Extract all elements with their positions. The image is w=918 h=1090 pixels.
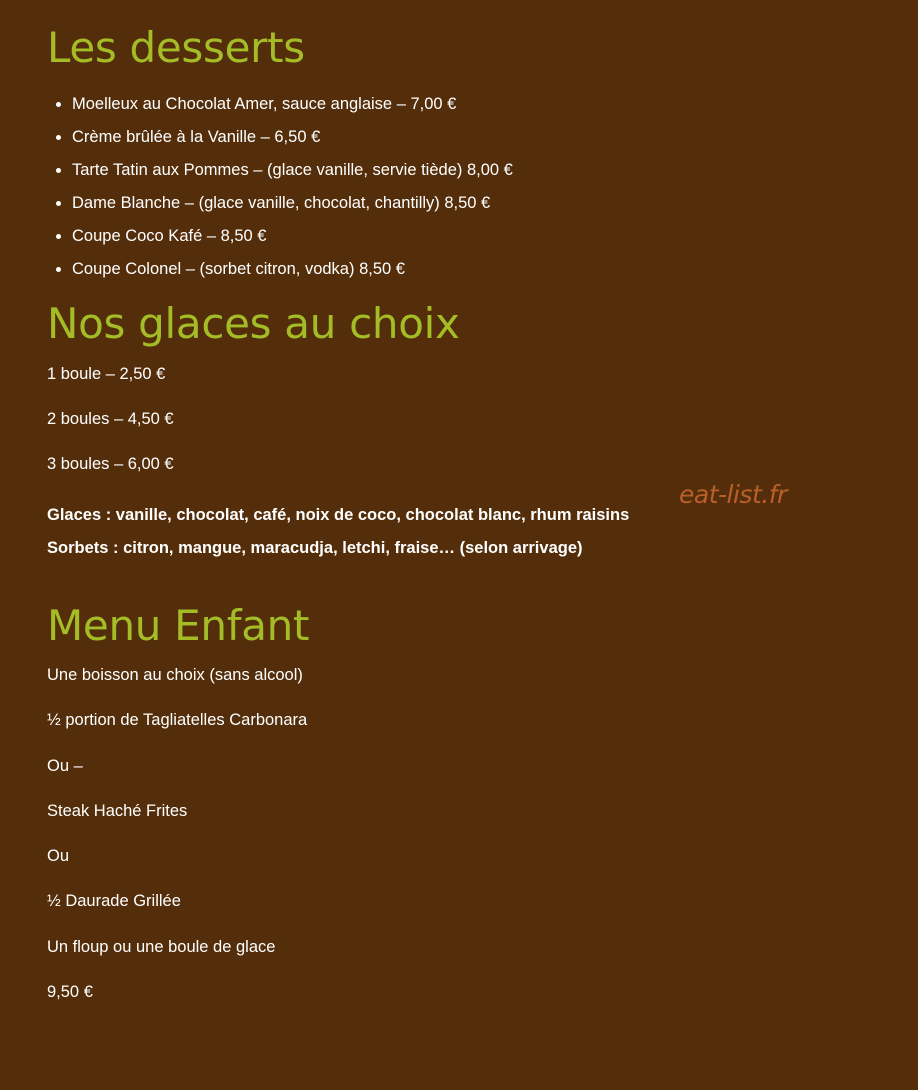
kids-menu-line: ½ portion de Tagliatelles Carbonara xyxy=(47,711,308,730)
dessert-item: • Coupe Colonel – (sorbet citron, vodka) 8,50 € xyxy=(72,253,907,286)
kids-menu-price: 9,50 € xyxy=(47,983,93,1002)
dessert-item: • Coupe Coco Kafé – 8,50 € xyxy=(72,220,907,253)
dessert-item: • Dame Blanche – (glace vanille, chocolat, chantilly) 8,50 € xyxy=(72,187,907,220)
kids-menu-lines xyxy=(47,665,907,1002)
section-title-desserts: Les desserts xyxy=(47,23,305,72)
watermark: eat-list.fr xyxy=(679,480,787,509)
section-title-menu-enfant: Menu Enfant xyxy=(47,601,310,650)
kids-menu-line: Une boisson au choix (sans alcool) xyxy=(47,666,303,684)
dessert-item: • Tarte Tatin aux Pommes – (glace vanille, servie tiède) 8,00 € xyxy=(72,154,907,187)
kids-menu-line: Ou – xyxy=(47,756,83,775)
ice-cream-prices xyxy=(47,364,907,474)
ice-cream-price: 3 boules – 6,00 € xyxy=(47,455,174,473)
kids-menu-line: Ou xyxy=(47,847,70,866)
ice-cream-price: 1 boule – 2,50 € xyxy=(47,365,166,383)
ice-cream-flavors: Glaces : vanille, chocolat, café, noix de coco, chocolat blanc, rhum raisins xyxy=(47,506,630,524)
sorbet-flavors: Sorbets : citron, mangue, maracudja, letchi, fraise… (selon arrivage) xyxy=(47,539,583,557)
kids-menu-line: Un floup ou une boule de glace xyxy=(47,937,276,956)
section-title-glaces: Nos glaces au choix xyxy=(47,299,460,348)
kids-menu-line: ½ Daurade Grillée xyxy=(47,892,181,911)
ice-cream-price: 2 boules – 4,50 € xyxy=(47,410,174,428)
dessert-item: • Crème brûlée à la Vanille – 6,50 € xyxy=(72,121,907,154)
dessert-list xyxy=(47,88,907,286)
dessert-item: • Moelleux au Chocolat Amer, sauce anglaise – 7,00 € xyxy=(72,88,907,121)
kids-menu-line: Steak Haché Frites xyxy=(47,801,188,820)
